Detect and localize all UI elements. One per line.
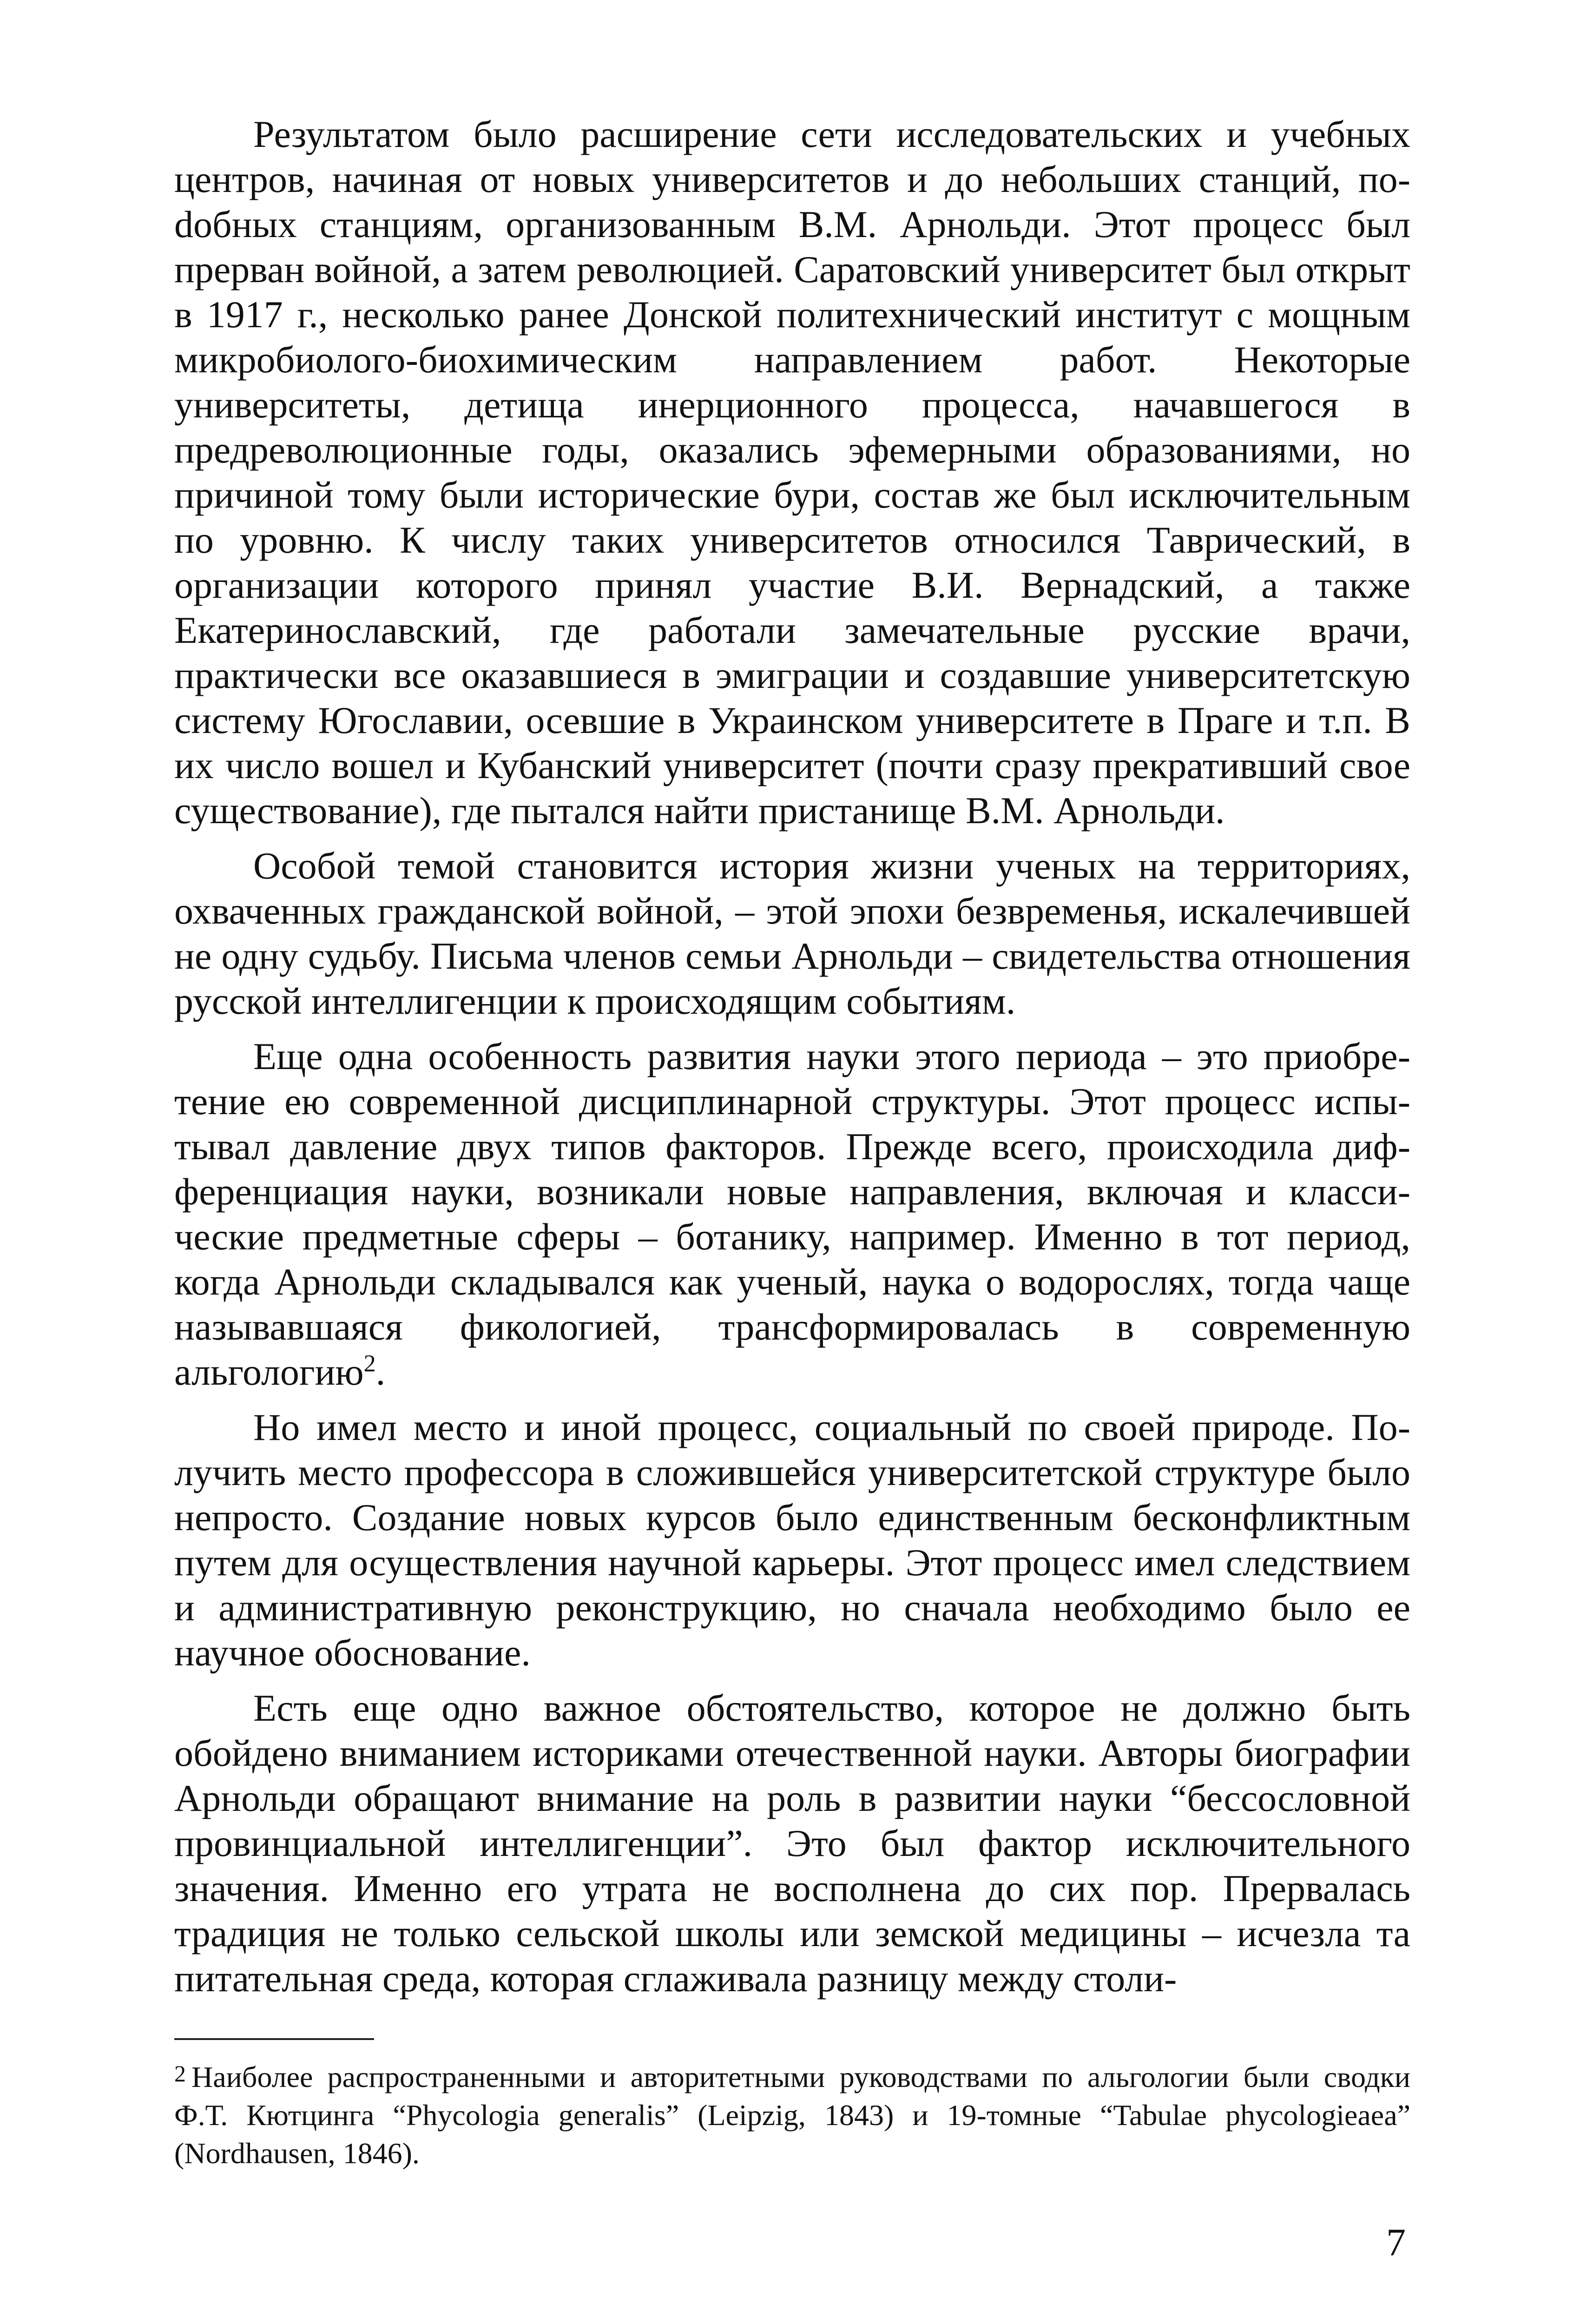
main-text <box>174 112 1410 2011</box>
paragraph-1: Результатом было расширение сети исследовательских и учебных центров, начиная от новых университетов и до небольших станций, поdобных станциям, организованным В.М. Арнольди. Этот процесс был прерван войной, а затем революцией. Саратовский университет был открыт в 1917 г., несколько ранее Донской политехнический институт с мощным микробиолого-биохимическим направлением работ. Некоторые университеты, детища инерционного процесса, начавшегося в предреволюционные годы, оказались эфемерными образованиями, но причиной тому были исторические бури, состав же был исключительным по уровню. К числу таких университетов относился Таврический, в организации которого принял участие В.И. Вернадский, а также Екатеринославский, где работали замечательные русские врачи, практически все оказавшиеся в эмиграции и создавшие университетскую систему Югославии, осевшие в Украинском университете в Праге и т.п. В их число вошел и Кубанский университет (почти сразу прекративший свое существование), где пытался найти пристанище В.М. Арнольди. <box>174 113 1410 832</box>
footnote-text: Наиболее распространенными и авторитетными руководствами по альгологии были сводки Ф.Т. Кютцинга “Phycologia generalis” (Leipzig, 1843) и 19-томные “Tabulae phycologieaea” (Nordhausen, 1846). <box>174 2060 1410 2170</box>
paragraph-3-tail: . <box>375 1351 386 1393</box>
paragraph-3 <box>174 1034 1410 1394</box>
footnote-mark: 2 <box>174 2060 186 2086</box>
paragraph-5: Есть еще одно важное обстоятельство, которое не должно быть обойдено вниманием историками отечественной науки. Авторы биографии Арнольди обращают внимание на роль в развитии науки “бессословной провинциальной интеллигенции”. Это был фактор исключительного значения. Именно его утрата не восполнена до сих пор. Прервалась традиция не только сельской школы или земской медицины – исчезла та питательная среда, которая сглаживала разницу между столи- <box>174 1687 1410 2000</box>
footnote-divider <box>174 2038 374 2040</box>
paragraph-4: Но имел место и иной процесс, социальный по своей природе. Получить место профессора в сложившейся университетской структуре было непросто. Создание новых курсов было единственным бесконфликтным путем для осуществления научной карьеры. Этот процесс имел следствием и административную реконструкцию, но сначала необходимо было ее научное обоснование. <box>174 1406 1410 1674</box>
footnote-reference[interactable]: 2 <box>363 1350 376 1377</box>
paragraph-2: Особой темой становится история жизни ученых на территориях, охваченных гражданской войной, – этой эпохи безвременья, искалечившей не одну судьбу. Письма членов семьи Арнольди – свидетельства отношения русской интеллигенции к происходящим событиям. <box>174 845 1410 1022</box>
paragraph-3-text: Еще одна особенность развития науки этого периода – это приобретение ею современной дисциплинарной структуры. Этот процесс испытывал давление двух типов факторов. Прежде всего, происходила дифференциация науки, возникали новые направления, включая и классические предметные сферы – ботанику, например. Именно в тот период, когда Арнольди складывался как ученый, наука о водорослях, тогда чаще называвшаяся фикологией, трансформировалась в современную альгологию <box>174 1035 1410 1393</box>
page-number: 7 <box>1386 2221 1406 2264</box>
footnote <box>174 2054 1410 2172</box>
